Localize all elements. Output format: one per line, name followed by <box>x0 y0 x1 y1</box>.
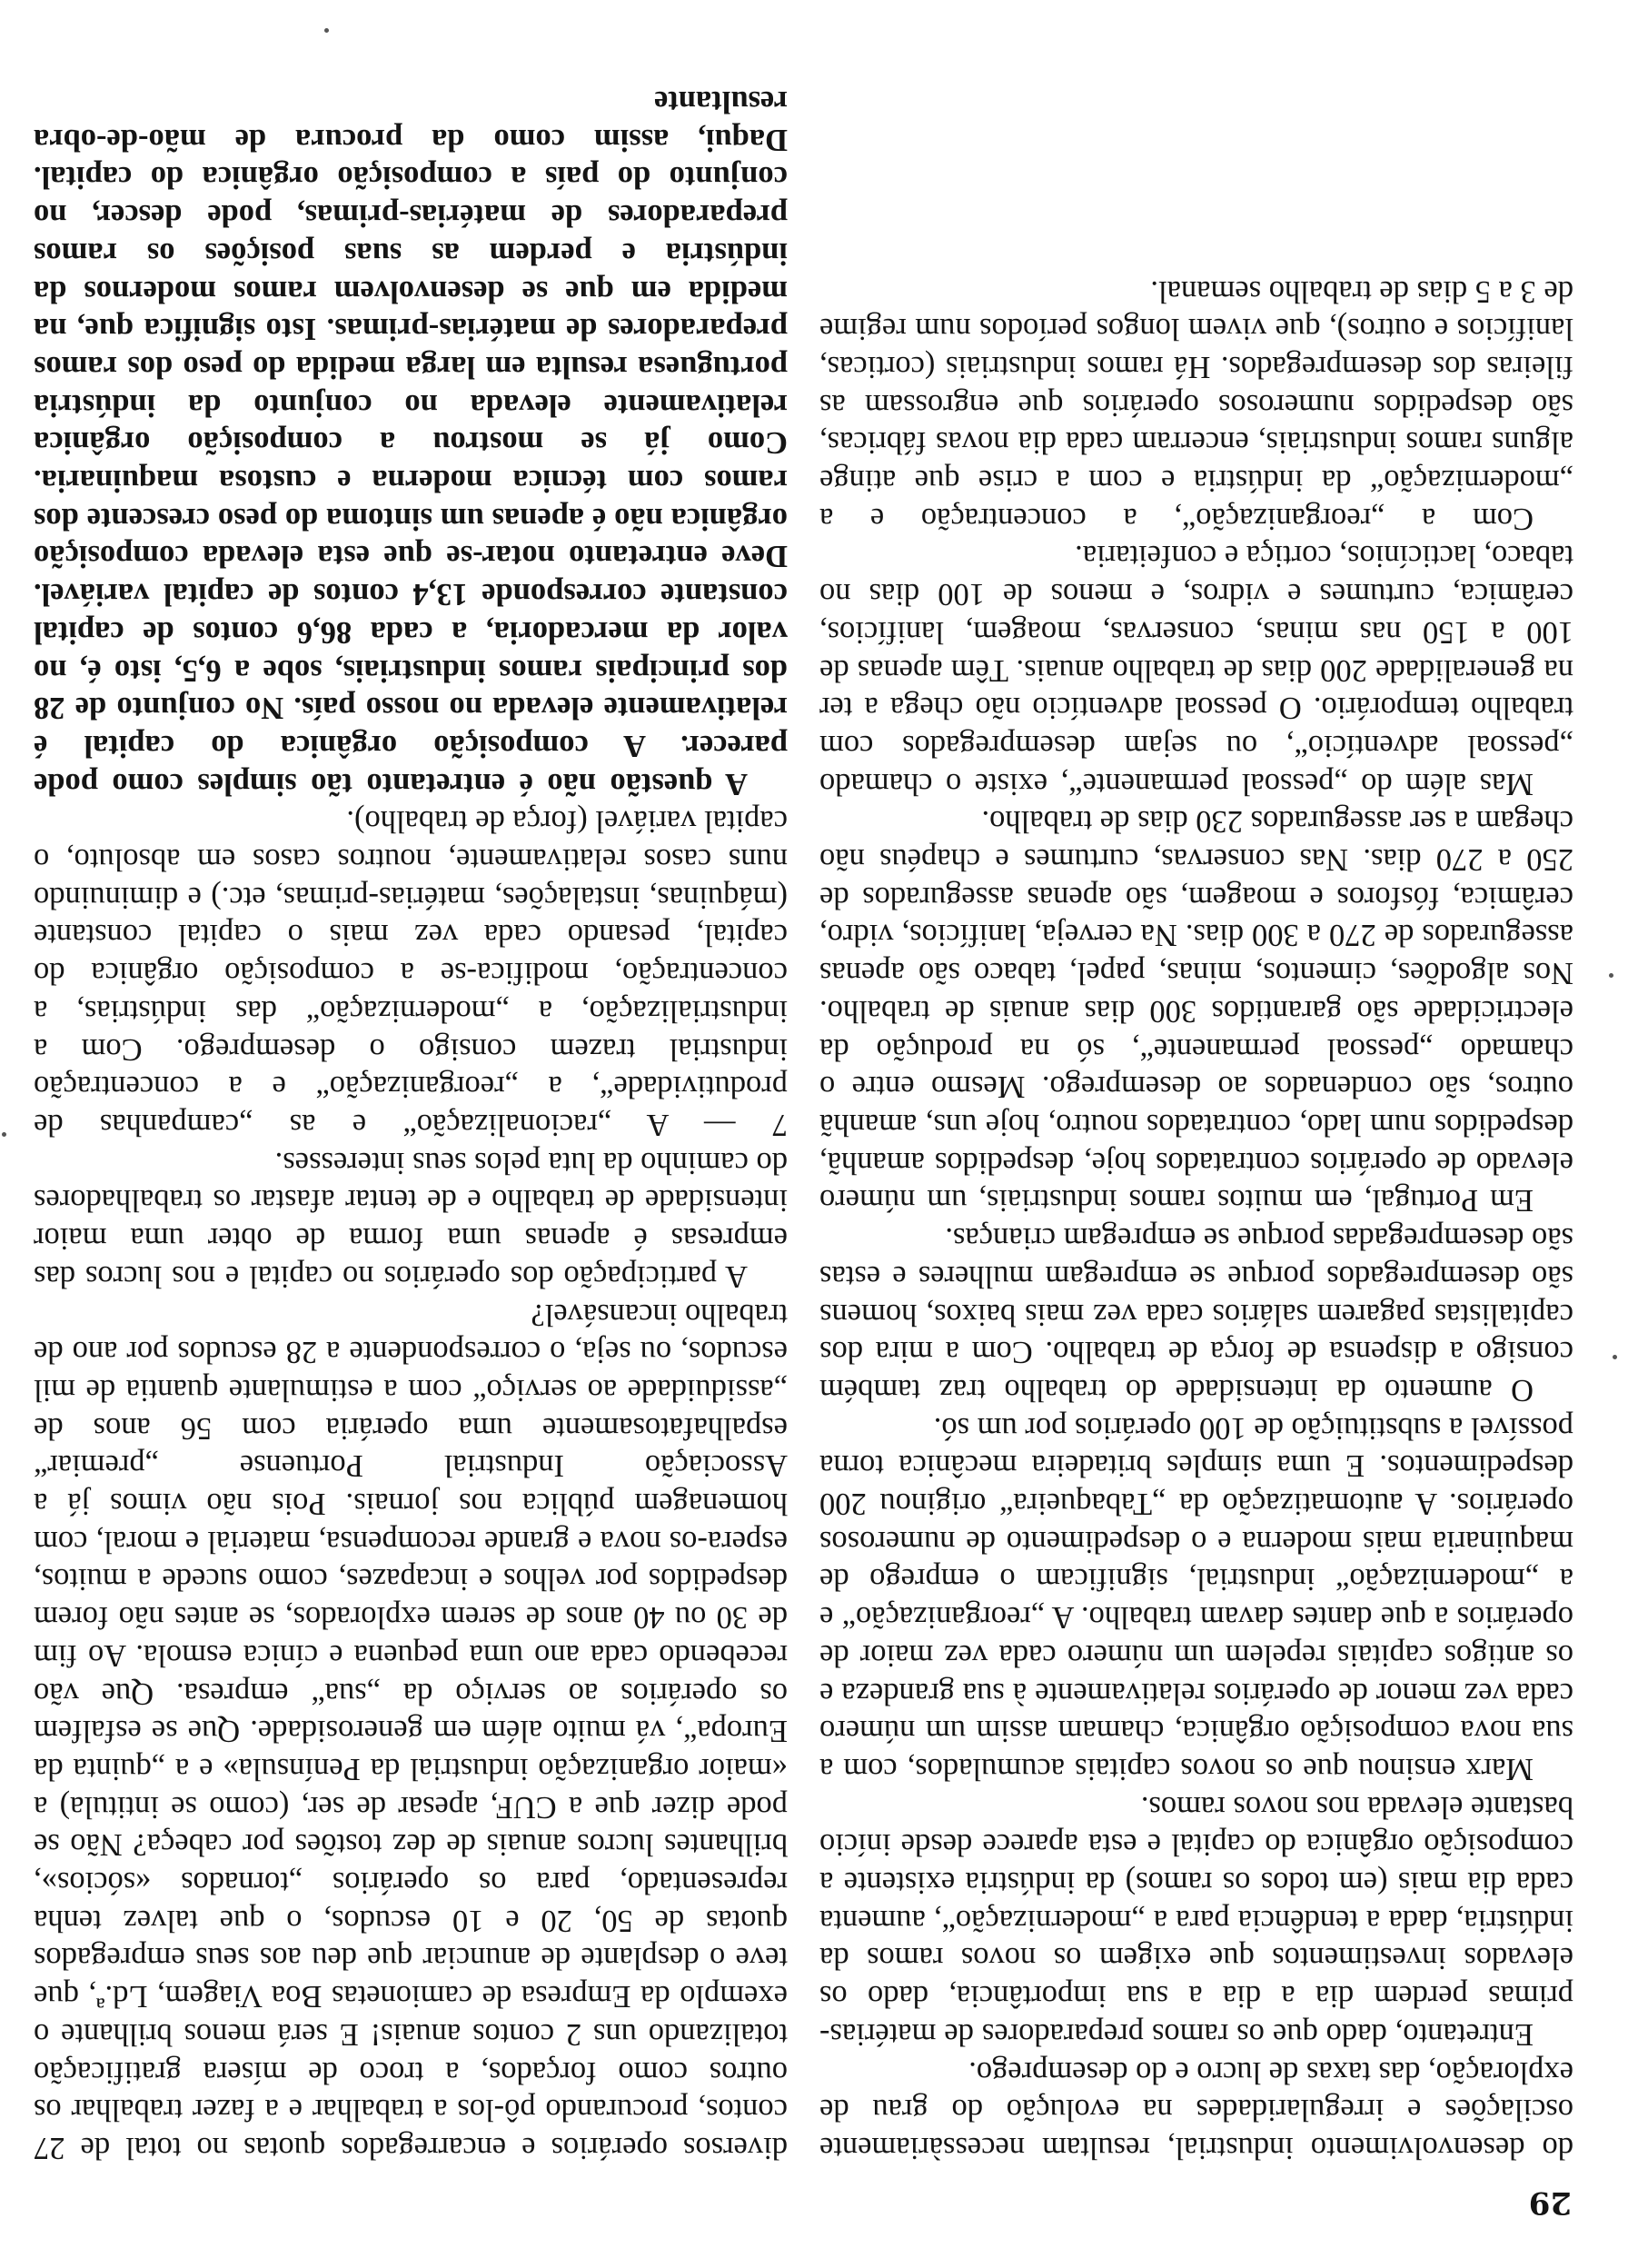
paragraph: 7 — A „racionalização“ e as „campanhas de produtividade“, a „reorganização“ e a concentração industrial trazem consigo o desemprego. Com a industrialização, a „modernização“ das indústrias, a concentração, modifica-se a composição orgânica do capital, pesando cada vez mais o capital constante (máquinas, instalações, matérias-primas, etc.) e diminuindo nuns casos relativamente, noutros casos em absoluto, o capital variável (força de trabalho). <box>34 804 788 1143</box>
left-column <box>819 49 1573 2166</box>
paragraph: Marx ensinou que os novos capitais acumulados, com a sua nova composição orgânica, chamam assim um número cada vez menor de operários relativamente à sua grandeza e os antigos capitais repelem um número cada vez maior de operários a que dantes davam trabalho. A „reorganização“ e a „modernização“ industrial, significam o emprego de maquinaria mais moderna e o despedimento de numerosos operários. A automatização da „Tabaqueira“ originou 200 despedimentos. E uma simples britadeira mecânica torna possível a substituição de 100 operários por um só. <box>819 1410 1573 1786</box>
paragraph: Com a „reorganização“, a concentração e a „modernização“ da indústria e com a crise que atinge alguns ramos industriais, encerram cada dia novas fábricas, são despedidos numerosos operários que engrossam as fileiras dos desempregados. Há ramos industriais (corticas, lanifícios e outros), que vivem longos períodos num regime de 3 a 5 dias de trabalho semanal. <box>819 274 1573 536</box>
paragraph: Mas além do „pessoal permanente“, existe o chamado „pessoal adventício“, ou sejam desempregados com trabalho temporário. O pessoal adventício não chega a ter na generalidade 200 dias de trabalho anuais. Têm apenas de 100 a 150 nas minas, conservas, moagem, lanifícios, cerâmica, curtumes e vidros, e menos de 100 dias no tabaco, lacticínios, cortiça e confeitaria. <box>819 539 1573 801</box>
paragraph: A participação dos operários no capital e nos lucros das empresas é apenas uma forma de obter uma maior intensidade de trabalho e de tentar afastar os trabalhadores do caminho da luta pelos seus interesses. <box>34 1145 788 1294</box>
right-column <box>34 49 788 2166</box>
scan-speck <box>1609 973 1613 978</box>
paragraph: diversos operários e encarregados quotas no total de 27 contos, procurando pô-los a trabalhar e a fazer trabalhar os outros como forçados, a troco de mísera gratificação totalizando uns 2 contos anuais! E será menos brilhante o exemplo da Empresa de camionetas Boa Viagem, Ld.ª, que teve o desplante de anunciar que deu aos seus empregados quotas de 50, 20 e 10 escudos, o que talvez tenha representado, para os operários „tornados «sócios», brilhantes lucros anuais de dez tostões por cabeça? Não se pode dizer que a CUF, apesar de ser, (como se intitula) a «maior organização industrial da Península» e a „quinta da Europa“, vá muito além em generosidade. Que se esfalfem os operários ao serviço da „sua“ empresa. Que vão recebendo cada ano uma pequena e cínica esmola. Ao fim de 30 ou 40 anos de serem explorados, se antes não forem despedidos por velhos e incapazes, como sucede a muitos, espera-os nova e grande recompensa, material e moral, com homenagem pública nos jornais. Pois não vimos já a Associação Industrial Portuense „premiar“ espalhafatosamente uma operária com 56 anos de „assiduidade ao serviço“ com a estimulante quantia de mil escudos, ou seja, o correspondente a 28 escudos por ano de trabalho incansável? <box>34 1297 788 2165</box>
scan-speck <box>2 1132 6 1137</box>
paragraph: do desenvolvimento industrial, resultam necessàriamente oscilações e irregularidades na evolução do grau de exploração, das taxas de lucro e do desemprego. <box>819 2054 1573 2165</box>
paragraph: Em Portugal, em muitos ramos industriais, um número elevado de operários contratados hoje, despedidos amanhã, despedidos num lado, contratados noutro, hoje uns, amanhã outros, são condenados ao desemprego. Mesmo entre o chamado „pessoal permanente“, só na produção da electricidade são garantidos 300 dias anuais de trabalho. Nos algodões, cimentos, minas, papel, tabaco são apenas assegurados de 270 a 300 dias. Na cerveja, lanifícios, vidro, cerâmica, fósforos e moagem, são apenas assegurados de 250 a 270 dias. Nas conservas, curtumes e chapéus não chegam a ser assegurados 230 dias de trabalho. <box>819 804 1573 1219</box>
scan-speck <box>1613 1355 1617 1359</box>
paragraph: A questão não é entretanto tão simples como pode parecer. A composição orgânica do capital é relativamente elevada no nosso país. No conjunto de 28 dos principais ramos industriais, sobe a 6,5, isto é, no valor da mercadoria, a cada 86,6 contos de capital constante corresponde 13,4 contos de capital variável. Deve entretanto notar-se que esta elevada composição orgânica não é apenas um sintoma do peso crescente dos ramos com técnica moderna e custosa maquinaria. Como já se mostrou a composição orgânica relativamente elevada no conjunto da indústria portuguesa resulta em larga medida do peso dos ramos preparadores de matérias-primas. Isto significa que, na medida em que se desenvolvem ramos modernos da indústria e perdem as suas posições os ramos preparadores de matérias-primas, pode descer, no conjunto do país a composição orgânica do capital. Daqui, assim como da procura de mão-de-obra resultante <box>34 85 788 801</box>
paragraph: Entretanto, dado que os ramos preparadores de matérias-primas perdem dia a dia a sua importância, dado os elevados investimentos que exigem os novos ramos da indústria, dada a tendência para a „modernização“, aumenta cada dia mais (em todos os ramos) da indústria existente a composição orgânica do capital e esta aparece desde início bastante elevada nos novos ramos. <box>819 1789 1573 2052</box>
page-number: 29 <box>1528 2184 1572 2221</box>
scan-speck <box>324 28 329 33</box>
paragraph: O aumento da intensidade do trabalho traz também consigo a dispensa de força de trabalho. Com a mira dos capitalistas pagarem salários cada vez mais baixos, homens são desempregados porque se empregam mulheres e estas são desempregadas porque se empregam crianças. <box>819 1221 1573 1408</box>
